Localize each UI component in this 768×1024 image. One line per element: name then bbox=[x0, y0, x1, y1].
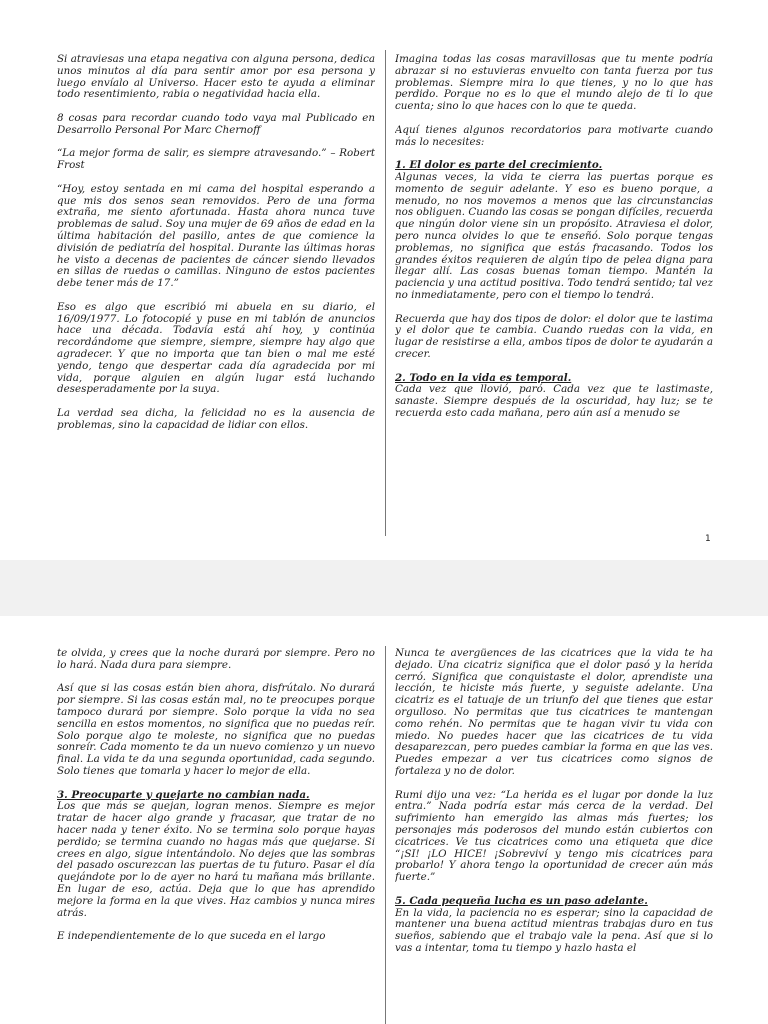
paragraph: 8 cosas para recordar cuando todo vaya mal Publicado en Desarrollo Personal Por Marc Chernoff bbox=[57, 111, 375, 136]
page-number: 1 bbox=[705, 534, 711, 544]
column-divider bbox=[385, 646, 386, 1024]
paragraph: Eso es algo que escribió mi abuela en su diario, el 16/09/1977. Lo fotocopié y puse en mi tablón de anuncios hace una década. Todavía está ahí hoy, y continúa recordándome que siempre, siempre, siempre hay algo que agradecer. Y que no importa que tan bien o mal me esté yendo, tengo que despertar cada día agradecida por mi vida, porque alguien en algún lugar está luchando desesperadamente por la suya. bbox=[57, 300, 375, 396]
paragraph: Aquí tienes algunos recordatorios para motivarte cuando más lo necesites: bbox=[395, 123, 713, 148]
column-divider bbox=[385, 50, 386, 536]
page2-left-column bbox=[57, 648, 375, 1024]
section-heading: 5. Cada pequeña lucha es un paso adelante. bbox=[395, 894, 648, 907]
paragraph: Algunas veces, la vida te cierra las puertas porque es momento de seguir adelante. Y eso es bueno porque, a menudo, no nos movemos a menos que las circunstancias nos obliguen. Cuando las cosas se pongan difíciles, recuerda que ningún dolor viene sin un propósito. Atraviesa el dolor, pero nunca olvides lo que te enseñó. Solo porque tengas problemas, no significa que estás fracasando. Todos los grandes éxitos requieren de algún tipo de pelea digna para llegar allí. Las cosas buenas toman tiempo. Mantén la paciencia y una actitud positiva. Todo tendrá sentido; tal vez no inmediatamente, pero con el tiempo lo tendrá. bbox=[395, 170, 713, 301]
paragraph: te olvida, y crees que la noche durará por siempre. Pero no lo hará. Nada dura para siempre. bbox=[57, 648, 375, 671]
paragraph: Recuerda que hay dos tipos de dolor: el dolor que te lastima y el dolor que te cambia. Cuando ruedas con la vida, en lugar de resistirse a ella, ambos tipos de dolor te ayudarán a crecer. bbox=[395, 312, 713, 360]
paragraph: Si atraviesas una etapa negativa con alguna persona, dedica unos minutos al día para sentir amor por esa persona y luego envíalo al Universo. Hacer esto te ayuda a eliminar todo resentimiento, rabia o negatividad hacia ella. bbox=[57, 54, 375, 101]
page2-right-column bbox=[395, 648, 713, 1024]
paragraph: Rumi dijo una vez: “La herida es el lugar por donde la luz entra.” Nada podría estar más cerca de la verdad. Del sufrimiento han emergido las almas más fuertes; los personajes más poderosos del mundo están cubiertos con cicatrices. Ve tus cicatrices como una etiqueta que dice “¡SI! ¡LO HICE! ¡Sobreviví y tengo mis cicatrices para probarlo! Y ahora tengo la oportunidad de crecer aún más fuerte.” bbox=[395, 788, 713, 884]
paragraph: “La mejor forma de salir, es siempre atravesando.” – Robert Frost bbox=[57, 147, 375, 172]
paragraph: Imagina todas las cosas maravillosas que tu mente podría abrazar si no estuvieras envuelto con tanta fuerza por tus problemas. Siempre mira lo que tienes, y no lo que has perdido. Porque no es lo que el mundo alejo de ti lo que cuenta; sino lo que haces con lo que te queda. bbox=[395, 54, 713, 113]
paragraph: “Hoy, estoy sentada en mi cama del hospital esperando a que mis dos senos sean removidos. Pero de una forma extraña, me siento afortunada. Hasta ahora nunca tuve problemas de salud. Soy una mujer de 69 años de edad en la última habitación del pasillo, antes de que comience la división de pediatría del hospital. Durante las últimas horas he visto a decenas de pacientes de cáncer siendo llevados en sillas de ruedas o camillas. Ninguno de estos pacientes debe tener más de 17.” bbox=[57, 182, 375, 290]
paragraph: E independientemente de lo que suceda en el largo bbox=[57, 930, 326, 943]
paragraph: Nunca te avergüences de las cicatrices que la vida te ha dejado. Una cicatriz significa que el dolor pasó y la herida cerró. Significa que conquistaste el dolor, aprendiste una lección, te hiciste más fuerte, y seguiste adelante. Una cicatriz es el tatuaje de un triunfo del que tienes que estar orgulloso. No permitas que tus cicatrices te mantengan como rehén. No permitas que te hagan vivir tu vida con miedo. No puedes hacer que las cicatrices de tu vida desaparezcan, pero puedes cambiar la forma en que las ves. Puedes empezar a ver tus cicatrices como signos de fortaleza y no de dolor. bbox=[395, 648, 713, 777]
paragraph: Así que si las cosas están bien ahora, disfrútalo. No durará por siempre. Si las cosas están mal, no te preocupes porque tampoco durará por siempre. Solo porque la vida no sea sencilla en estos momentos, no significa que no puedas reír. Solo porque algo te moleste, no significa que no puedas sonreír. Cada momento te da un nuevo comienzo y un nuevo final. La vida te da una segunda oportunidad, cada segundo. Solo tienes que tomarla y hacer lo mejor de ella. bbox=[57, 682, 375, 777]
page1-right-column bbox=[395, 54, 713, 536]
section-heading: 3. Preocuparte y quejarte no cambian nada. bbox=[57, 788, 310, 801]
paragraph: En la vida, la paciencia no es esperar; sino la capacidad de mantener una buena actitud mientras trabajas duro en tus sueños, sabiendo que el trabajo vale la pena. Así que si lo vas a intentar, toma tu tiempo y hazlo hasta el bbox=[395, 906, 713, 954]
paragraph: La verdad sea dicha, la felicidad no es la ausencia de problemas, sino la capacidad de lidiar con ellos. bbox=[57, 406, 375, 431]
section-heading: 1. El dolor es parte del crecimiento. bbox=[395, 159, 603, 172]
section-heading: 2. Todo en la vida es temporal. bbox=[395, 371, 572, 384]
paragraph: Los que más se quejan, logran menos. Siempre es mejor tratar de hacer algo grande y fracasar, que tratar de no hacer nada y tener éxito. No se termina solo porque hayas perdido; se termina cuando no hagas más que quejarse. Si crees en algo, sigue intentándolo. No dejes que las sombras del pasado oscurezcan las puertas de tu futuro. Pasar el día quejándote por lo de ayer no hará tu mañana más brillante. En lugar de eso, actúa. Deja que lo que has aprendido mejore la forma en la que vives. Haz cambios y nunca mires atrás. bbox=[57, 800, 375, 919]
paragraph: Cada vez que llovió, paró. Cada vez que te lastimaste, sanaste. Siempre después de la oscuridad, hay luz; se te recuerda esto cada mañana, pero aún así a menudo se bbox=[395, 383, 713, 419]
page1-left-column bbox=[57, 54, 375, 536]
